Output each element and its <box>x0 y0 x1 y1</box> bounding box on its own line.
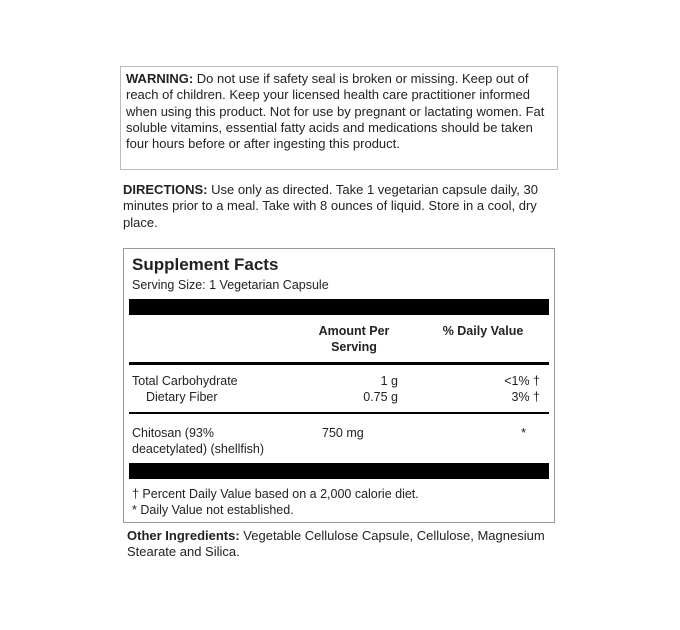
daily-value-header: % Daily Value <box>442 324 524 338</box>
nutrient-name-dietary-fiber: Dietary Fiber <box>146 390 218 404</box>
nutrient-dv-total-carbohydrate: <1% † <box>504 374 540 388</box>
row-divider <box>129 412 549 414</box>
ingredient-name-chitosan: Chitosan (93% deacetylated) (shellfish) <box>132 426 265 456</box>
nutrient-amount-dietary-fiber: 0.75 g <box>363 390 398 404</box>
other-ingredients-text: Vegetable Cellulose Capsule, Cellulose, Magnesium Stearate and Silica. <box>127 528 545 560</box>
warning-text: Do not use if safety seal is broken or missing. Keep out of reach of children. Keep your licensed health care practitioner informed when using this product. Not for use by pregnant or lactating women. Fat soluble vitamins, essential fatty acids and medications should be taken four hours before or after ingesting this product. <box>126 71 545 152</box>
other-ingredients-label: Other Ingredients: <box>127 528 240 543</box>
directions-label: DIRECTIONS: <box>123 182 208 197</box>
footnote-percent-daily-value: † Percent Daily Value based on a 2,000 calorie diet. <box>132 487 419 501</box>
nutrient-dv-dietary-fiber: 3% † <box>511 390 540 404</box>
serving-size: Serving Size: 1 Vegetarian Capsule <box>132 278 329 292</box>
supplement-facts-panel <box>123 248 555 523</box>
warning-label: WARNING: <box>126 71 194 86</box>
supplement-facts-title: Supplement Facts <box>132 255 279 274</box>
footnote-not-established: * Daily Value not established. <box>132 503 294 517</box>
other-ingredients-block <box>127 528 557 561</box>
directions-text: Use only as directed. Take 1 vegetarian capsule daily, 30 minutes prior to a meal. Take with 8 ounces of liquid. Store in a cool, dry place. <box>123 182 538 230</box>
amount-per-serving-header: Amount Per Serving <box>318 324 390 354</box>
ingredient-dv-chitosan: * <box>521 426 526 440</box>
nutrient-name-total-carbohydrate: Total Carbohydrate <box>132 374 238 388</box>
thick-divider-top <box>129 299 549 315</box>
nutrient-amount-total-carbohydrate: 1 g <box>380 374 398 388</box>
ingredient-amount-chitosan: 750 mg <box>322 426 364 440</box>
thick-divider-bottom <box>129 463 549 479</box>
header-divider <box>129 362 549 365</box>
warning-box <box>120 66 558 170</box>
directions-text-block <box>123 182 563 231</box>
